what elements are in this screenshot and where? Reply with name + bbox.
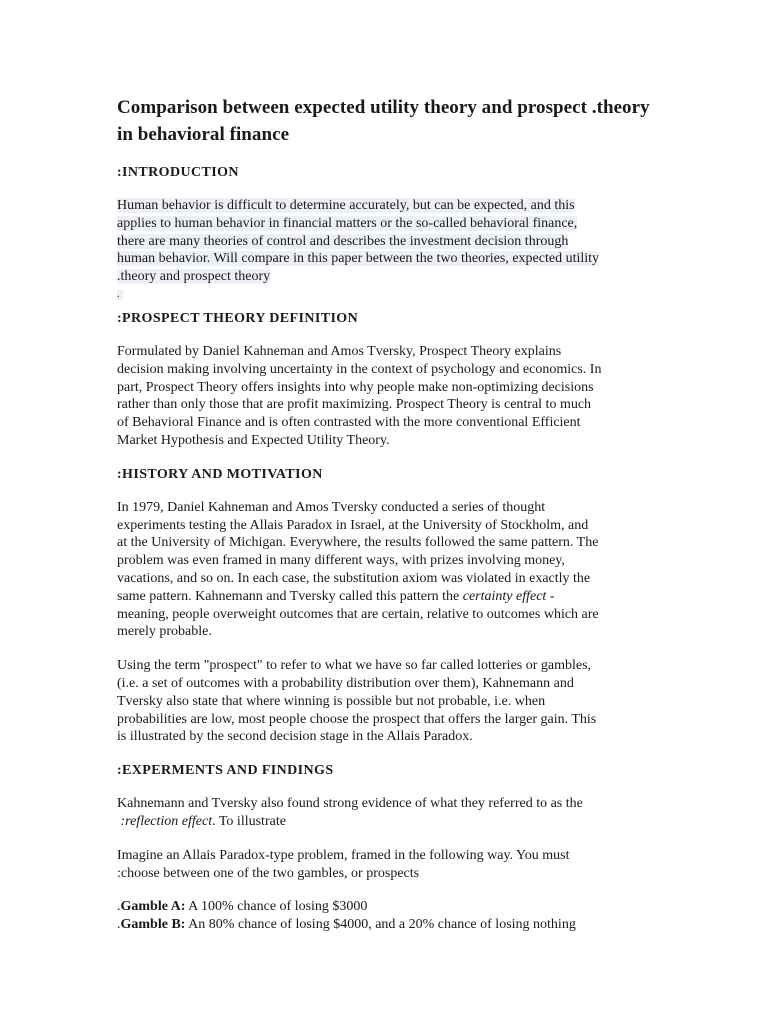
prospect-definition-paragraph	[117, 343, 657, 450]
text-line: experiments testing the Allais Paradox in Israel, at the University of Stockholm, and	[117, 517, 589, 533]
document-page	[117, 94, 657, 934]
intro-line: Human behavior is difficult to determine accurately, but can be expected, and this	[117, 198, 575, 213]
intro-line: human behavior. Will compare in this paper between the two theories, expected utility	[117, 251, 600, 267]
text-line	[117, 588, 657, 606]
text-fragment: -	[546, 588, 555, 604]
text-line: Using the term "prospect" to refer to what we have so far called lotteries or gambles,	[117, 658, 592, 674]
history-paragraph-1	[117, 499, 657, 641]
text-line	[117, 813, 657, 831]
text-line: :choose between one of the two gambles, or prospects	[117, 865, 420, 881]
history-heading: :HISTORY AND MOTIVATION	[117, 466, 323, 482]
text-line: Market Hypothesis and Expected Utility Theory.	[117, 432, 390, 448]
text-line: merely probable.	[117, 624, 212, 640]
certainty-effect-term: certainty effect	[462, 588, 547, 604]
text-line: problem was even framed in many different ways, with prizes involving money,	[117, 553, 565, 569]
history-paragraph-2	[117, 657, 657, 746]
intro-trailing-dot: .	[117, 290, 123, 300]
gamble-b-label: Gamble B:	[120, 917, 186, 933]
gamble-a-text: A 100% chance of losing $3000	[185, 899, 368, 915]
text-line: Tversky also state that where winning is possible but not probable, i.e. when	[117, 693, 546, 709]
text-line: at the University of Michigan. Everywhere, the results followed the same pattern. The	[117, 535, 599, 551]
introduction-paragraph	[117, 197, 657, 286]
intro-line: applies to human behavior in financial matters or the so-called behavioral finance,	[117, 215, 578, 231]
gamble-a-line	[117, 898, 657, 916]
experiments-paragraph-2	[117, 847, 657, 883]
experiments-heading: :EXPERMENTS AND FINDINGS	[117, 763, 334, 779]
text-line: meaning, people overweight outcomes that are certain, relative to outcomes which are	[117, 606, 599, 622]
gamble-prefix: .	[117, 917, 121, 933]
gamble-b-line	[117, 916, 657, 934]
reflection-effect-term: :reflection effect	[120, 813, 213, 829]
text-line: part, Prospect Theory offers insights into why people make non-optimizing decisions	[117, 379, 594, 395]
gamble-a-label: Gamble A:	[120, 899, 186, 915]
experiments-paragraph-1	[117, 795, 657, 831]
text-line: decision making involving uncertainty in the context of psychology and economics. In	[117, 361, 602, 377]
text-line: is illustrated by the second decision stage in the Allais Paradox.	[117, 729, 473, 745]
prospect-definition-heading: :PROSPECT THEORY DEFINITION	[117, 310, 359, 326]
text-fragment: same pattern. Kahnemann and Tversky called this pattern the	[117, 588, 463, 604]
document-title	[117, 94, 657, 148]
intro-line: there are many theories of control and describes the investment decision through	[117, 233, 569, 249]
intro-line: .theory and prospect theory	[117, 269, 271, 285]
text-fragment: . To illustrate	[212, 813, 286, 829]
text-line: vacations, and so on. In each case, the substitution axiom was violated in exactly the	[117, 570, 591, 586]
gamble-b-text: An 80% chance of losing $4000, and a 20% chance of losing nothing	[185, 917, 576, 933]
introduction-heading: :INTRODUCTION	[117, 165, 239, 180]
gamble-prefix: .	[117, 899, 121, 915]
document-title-text: Comparison between expected utility theory and prospect .theory in behavioral finance	[117, 97, 650, 145]
text-line: Formulated by Daniel Kahneman and Amos Tversky, Prospect Theory explains	[117, 343, 562, 359]
text-line: Kahnemann and Tversky also found strong evidence of what they referred to as the	[117, 796, 583, 812]
text-line: In 1979, Daniel Kahneman and Amos Tversky conducted a series of thought	[117, 499, 546, 515]
text-line: of Behavioral Finance and is often contrasted with the more conventional Efficient	[117, 415, 581, 431]
text-line: Imagine an Allais Paradox-type problem, framed in the following way. You must	[117, 847, 570, 863]
text-line: probabilities are low, most people choose the prospect that offers the larger gain. This	[117, 711, 597, 727]
text-line: (i.e. a set of outcomes with a probability distribution over them), Kahnemann and	[117, 675, 574, 691]
text-line: rather than only those that are profit maximizing. Prospect Theory is central to much	[117, 397, 592, 413]
